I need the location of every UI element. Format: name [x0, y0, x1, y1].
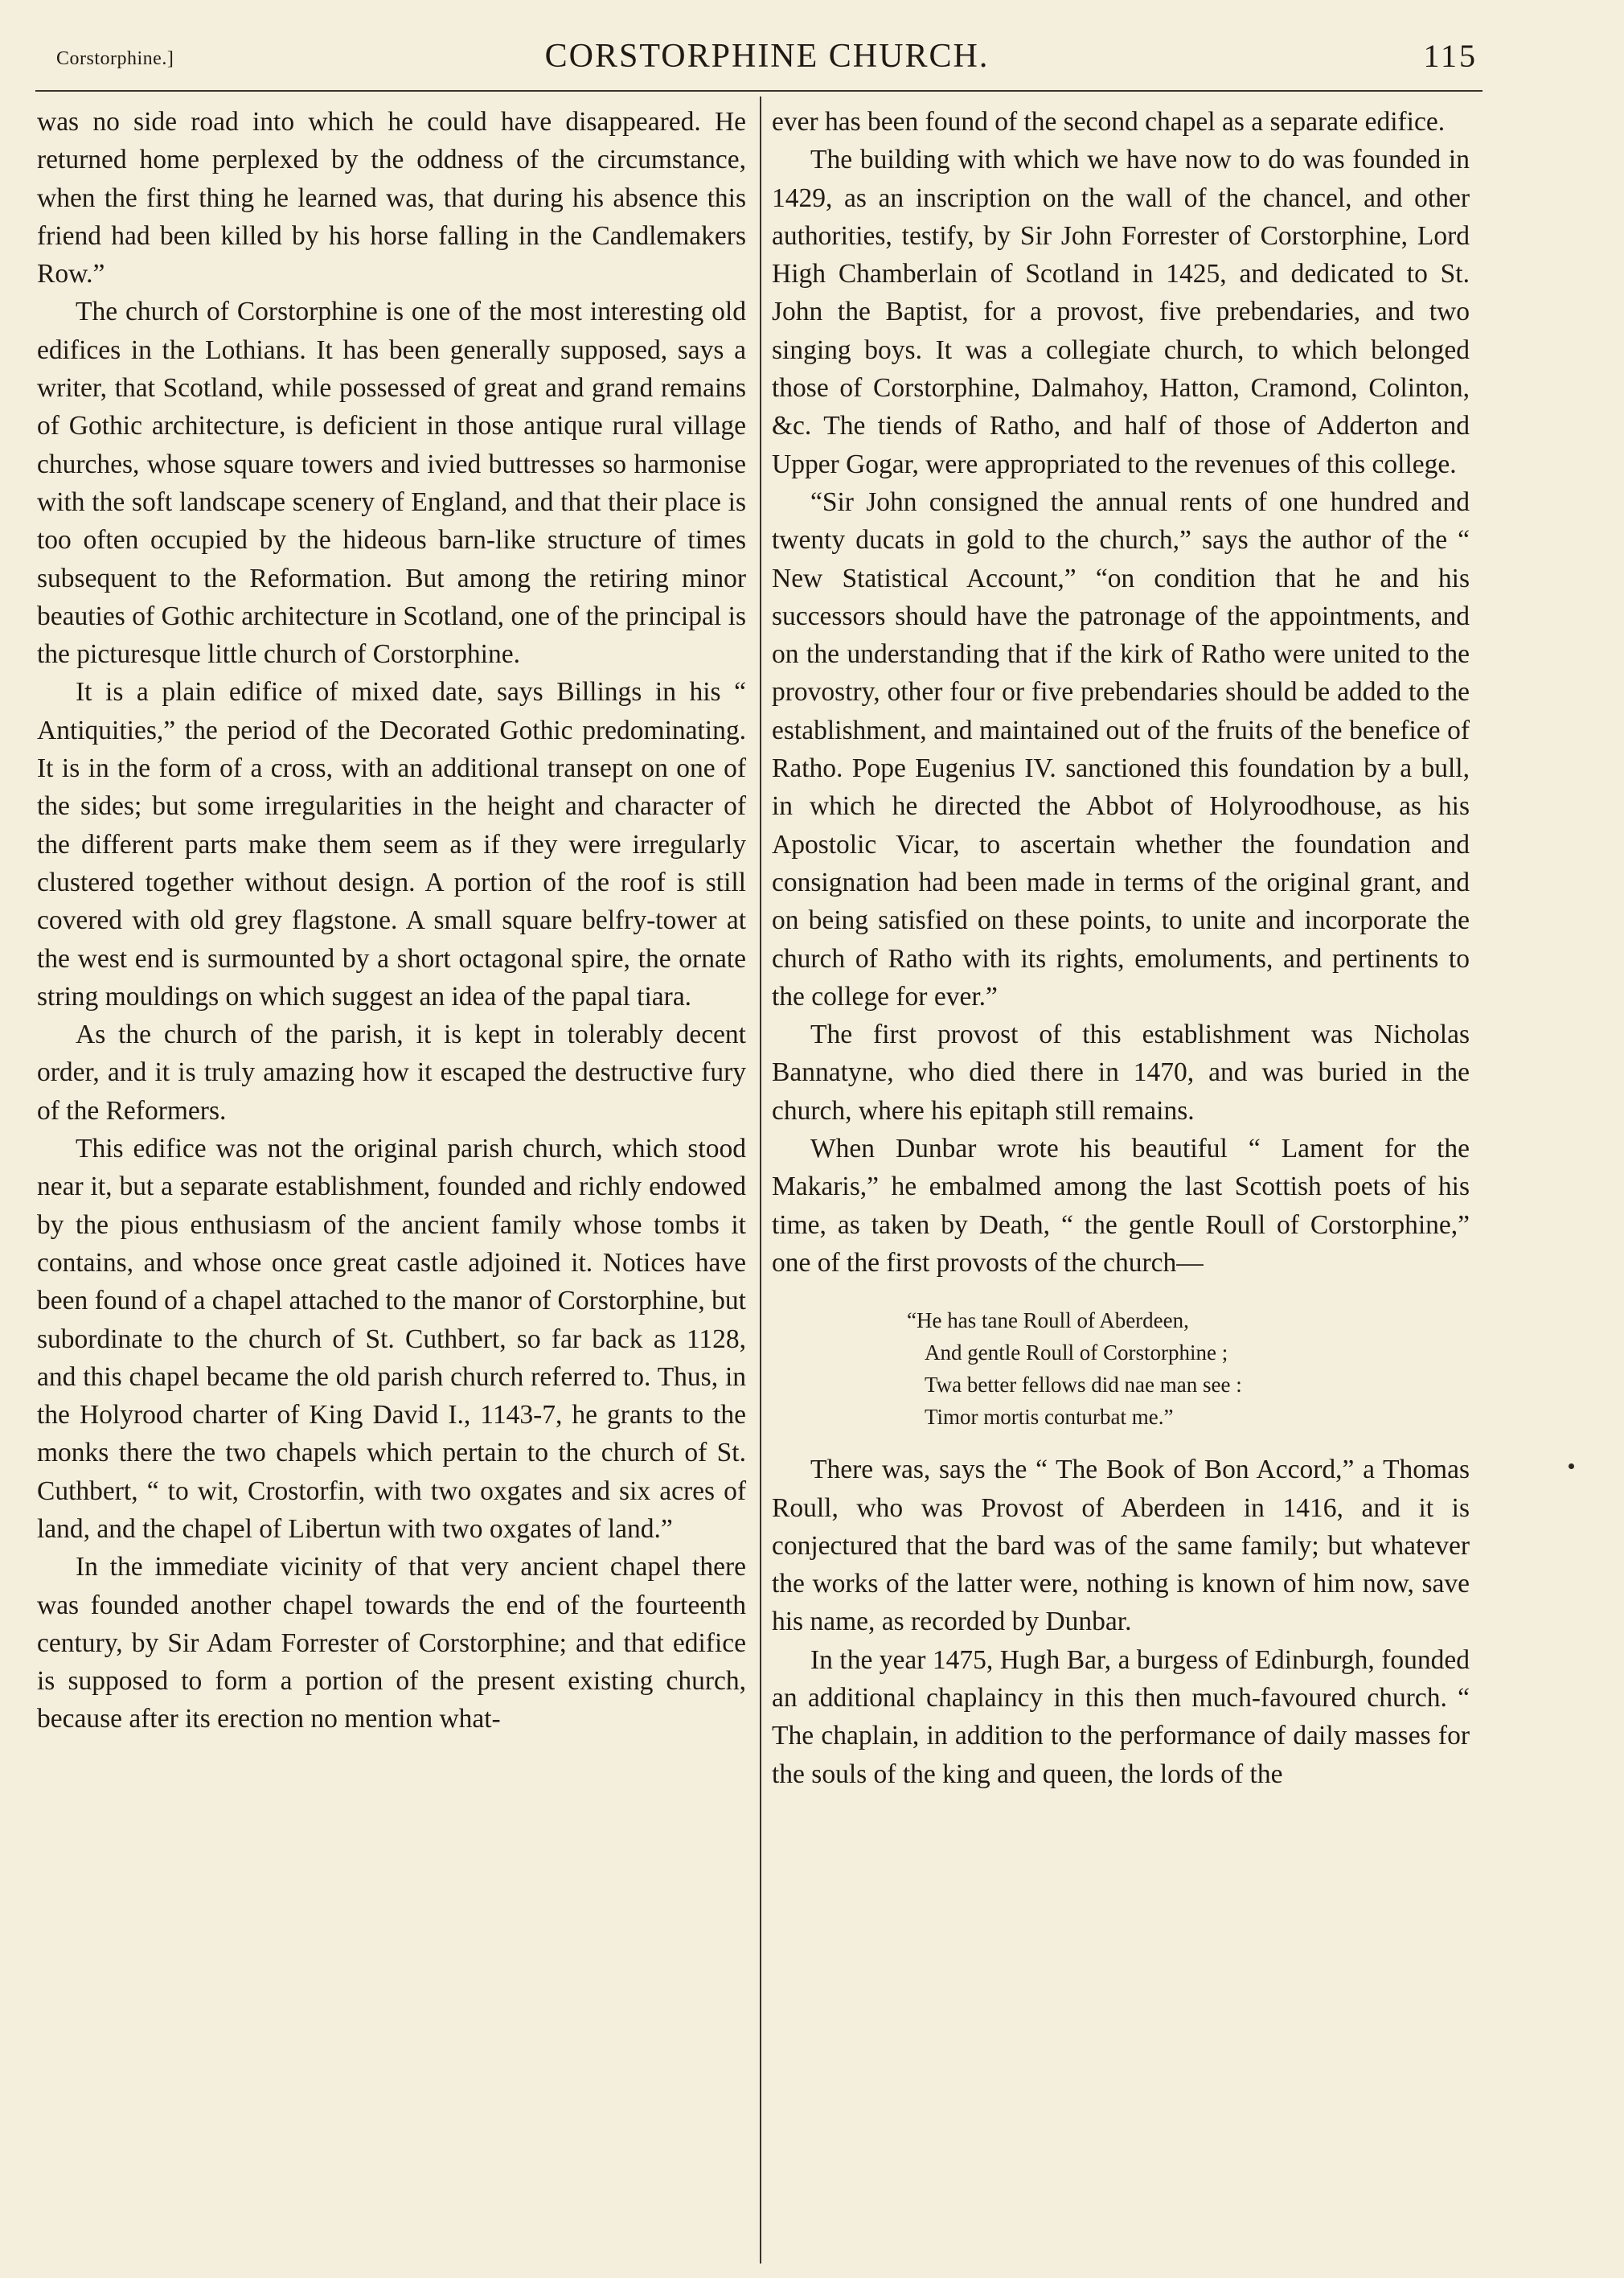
right-column — [772, 103, 1470, 1793]
page-number: 115 — [1423, 38, 1478, 74]
paragraph: The building with which we have now to do was founded in 1429, as an inscription on the wall of the chancel, and other authorities, testify, by Sir John Forrester of Corstorphine, Lord High Chamberlain of Scotland in 1425, and dedicated to St. John the Baptist, for a provost, five prebendaries, and two singing boys. It was a collegiate church, to which belonged those of Corstorphine, Dalmahoy, Hatton, Cramond, Colinton, &c. The tiends of Ratho, and half of those of Adderton and Upper Gogar, were appropriated to the revenues of this college. — [772, 145, 1470, 479]
running-header — [56, 37, 1478, 85]
poem-quote — [907, 1304, 1470, 1433]
poem-line: Twa better fellows did nae man see : — [925, 1373, 1242, 1398]
paragraph: ever has been found of the second chapel as a separate edifice. — [772, 107, 1446, 137]
paragraph: The first provost of this establishment was Nicholas Bannatyne, who died there in 1470, and was buried in the church, where his epitaph still remains. — [772, 1020, 1470, 1126]
paragraph: In the immediate vicinity of that very ancient chapel there was founded another chapel towards the end of the fourteenth century, by Sir Adam Forrester of Corstorphine; and that edifice is supposed to form a portion of the present existing church, because after its erection no mention what- — [37, 1552, 746, 1734]
left-column — [37, 103, 746, 1738]
paragraph: This edifice was not the original parish church, which stood near it, but a separate establishment, founded and richly endowed by the pious enthusiasm of the ancient family whose tombs it contains, and whose once great castle adjoined it. Notices have been found of a chapel attached to the manor of Corstorphine, but subordinate to the church of St. Cuthbert, so far back as 1128, and this chapel became the old parish church referred to. Thus, in the Holyrood charter of King David I., 1143-7, he grants to the monks there the two chapels which pertain to the church of St. Cuthbert, “ to wit, Crostorfin, with two oxgates and six acres of land, and the chapel of Libertun with two oxgates of land.” — [37, 1134, 746, 1544]
paragraph: “Sir John consigned the annual rents of one hundred and twenty ducats in gold to the church,” says the author of the “ New Statistical Account,” “on condition that he and his successors should have the patronage of the appointments, and on the understanding that if the kirk of Ratho were united to the provostry, other four or five prebendaries should be added to the establishment, and maintained out of the fruits of the benefice of Ratho. Pope Eugenius IV. sanctioned this foundation by a bull, in which he directed the Abbot of Holyroodhouse, as his Apostolic Vicar, to ascertain whether the foundation and consignation had been made in terms of the original grant, and on being satisfied on these points, to unite and incorporate the church of Ratho with its rights, emoluments, and pertinents to the college for ever.” — [772, 486, 1470, 1012]
section-label: Corstorphine.] — [56, 48, 174, 69]
paragraph: was no side road into which he could have disappeared. He returned home perplexed by the oddness of the circumstance, when the first thing he learned was, that during his absence this friend had been killed by his horse falling in the Candlemakers Row.” — [37, 107, 746, 289]
paragraph: It is a plain edifice of mixed date, says Billings in his “ Antiquities,” the period of the Decorated Gothic predominating. It is in the form of a cross, with an additional transept on one of the sides; but some irregularities in the height and character of the different parts make them seem as if they were irregularly clustered together without design. A portion of the roof is still covered with old grey flagstone. A small square belfry-tower at the west end is surmounted by a short octagonal spire, the ornate string mouldings on which suggest an idea of the papal tiara. — [37, 677, 746, 1012]
paragraph: In the year 1475, Hugh Bar, a burgess of Edinburgh, founded an additional chaplaincy in this then much-favoured church. “ The chaplain, in addition to the performance of daily masses for the souls of the king and queen, the lords of the — [772, 1644, 1470, 1789]
ink-spot — [1569, 1463, 1574, 1469]
paragraph: As the church of the parish, it is kept in tolerably decent order, and it is truly amazing how it escaped the destructive fury of the Reformers. — [37, 1020, 746, 1126]
paragraph: The church of Corstorphine is one of the most interesting old edifices in the Lothians. It has been generally supposed, says a writer, that Scotland, while possessed of great and grand remains of Gothic architecture, is deficient in those antique rural village churches, whose square towers and ivied buttresses so harmonise with the soft landscape scenery of England, and that their place is too often occupied by the hideous barn-like structure of times subsequent to the Reformation. But among the retiring minor beauties of Gothic architecture in Scotland, one of the principal is the picturesque little church of Corstorphine. — [37, 297, 746, 670]
column-divider — [760, 96, 761, 2264]
page-title: CORSTORPHINE CHURCH. — [544, 38, 990, 75]
poem-line: And gentle Roull of Corstorphine ; — [925, 1340, 1228, 1365]
paragraph: There was, says the “ The Book of Bon Accord,” a Thomas Roull, who was Provost of Aberdeen in 1416, and it is conjectured that the bard was of the same family; but whatever the works of the latter were, nothing is known of him now, save his name, as recorded by Dunbar. — [772, 1455, 1470, 1637]
poem-line: “He has tane Roull of Aberdeen, — [907, 1308, 1189, 1333]
poem-line: Timor mortis conturbat me.” — [925, 1405, 1174, 1430]
header-rule — [35, 90, 1483, 92]
paragraph: When Dunbar wrote his beautiful “ Lament for the Makaris,” he embalmed among the last Scottish poets of his time, as taken by Death, “ the gentle Roull of Corstorphine,” one of the first provosts of the church— — [772, 1134, 1470, 1278]
